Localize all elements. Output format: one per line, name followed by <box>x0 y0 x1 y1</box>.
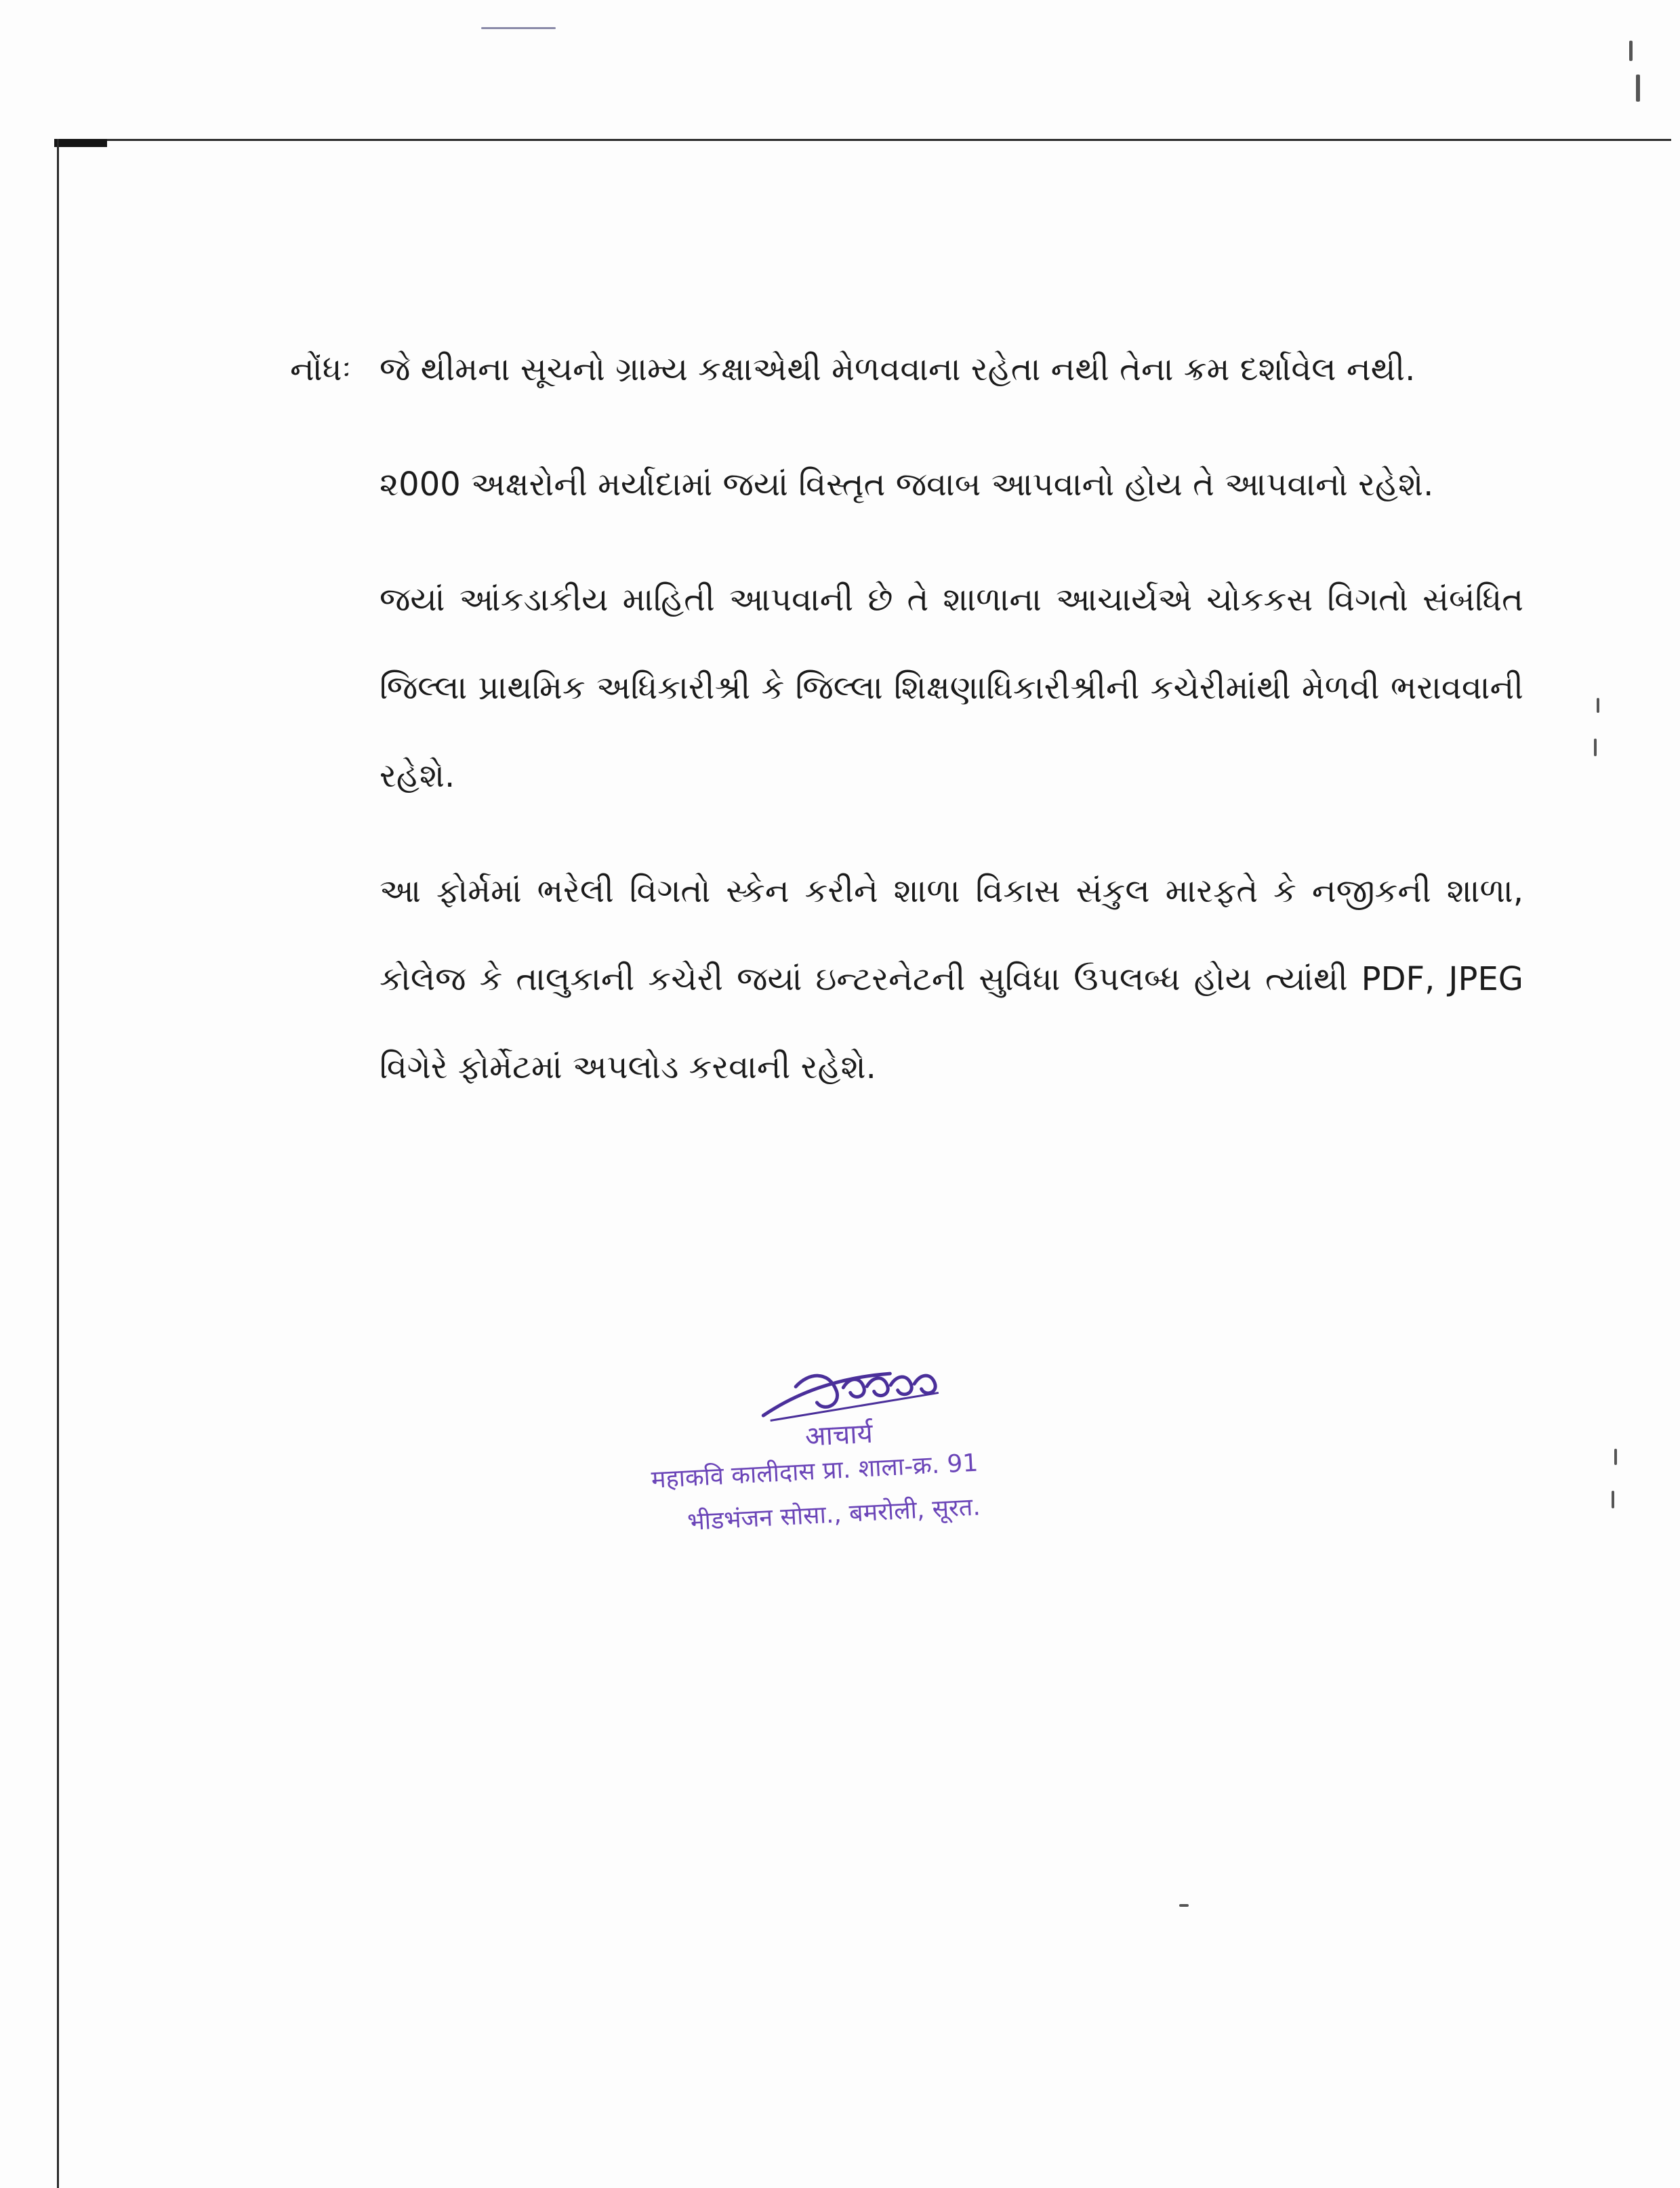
scan-speck <box>1614 1449 1617 1465</box>
note-paragraph: આ ફોર્મમાં ભરેલી વિગતો સ્કેન કરીને શાળા વિકાસ સંકુલ મારફતે કે નજીકની શાળા, કોલેજ કે તાલુકાની કચેરી જયાં ઇન્ટરનેટની સુવિધા ઉપલબ્ધ હોય ત્યાંથી PDF, JPEG વિગેરે ફોર્મેટમાં અપલોડ કરવાની રહેશે. <box>380 872 1523 1086</box>
scan-speck <box>1597 698 1599 713</box>
scan-speck <box>1612 1491 1614 1508</box>
scan-speck <box>1629 41 1633 61</box>
paper-top-edge <box>58 139 1671 141</box>
note-label: નોંધઃ <box>290 350 352 388</box>
note-paragraph: જે થીમના સૂચનો ગ્રામ્ય કક્ષાએથી મેળવવાના રહેતા નથી તેના ક્રમ દર્શાવેલ નથી. <box>380 350 1416 388</box>
principal-stamp <box>632 1349 1130 1571</box>
note-block <box>290 325 1523 1138</box>
note-paragraph: જયાં આંકડાકીય માહિતી આપવાની છે તે શાળાના આચાર્યએ ચોકકસ વિગતો સંબંધિત જિલ્લા પ્રાથમિક અધિકારીશ્રી કે જિલ્લા શિક્ષણાધિકારીશ્રીની કચેરીમાંથી મેળવી ભરાવવાની રહેશે. <box>380 581 1523 795</box>
stamp-title: आचार्य <box>804 1418 874 1453</box>
scan-speck <box>1636 75 1640 102</box>
scan-speck <box>1594 739 1597 756</box>
scan-speck <box>1179 1904 1189 1907</box>
paper-left-edge <box>57 139 59 2188</box>
note-paragraph: ૨000 અક્ષરોની મર્યાદામાં જયાં વિસ્તૃત જવાબ આપવાનો હોય તે આપવાનો રહેશે. <box>380 466 1434 503</box>
scan-speck <box>481 27 556 29</box>
paper-corner-mark <box>54 139 107 147</box>
stamp-address: भीडभंजन सोसा., बमरोली, सूरत. <box>687 1493 981 1537</box>
stamp-school-name: महाकवि कालीदास प्रा. शाला-क्र. 91 <box>650 1449 979 1494</box>
